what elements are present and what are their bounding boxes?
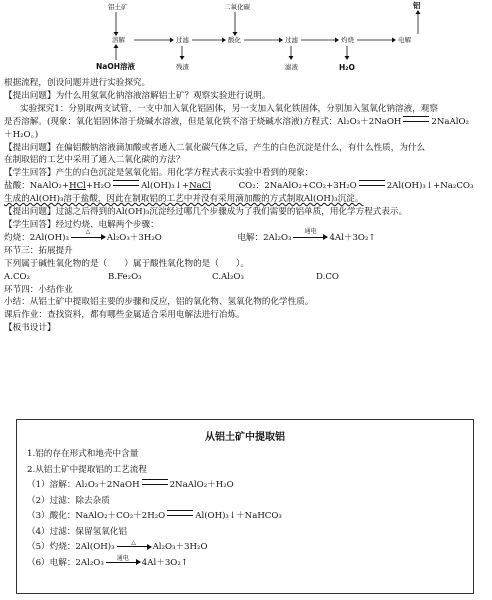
- process-flowchart: [0, 0, 492, 76]
- label-naoh: NaOH溶液: [96, 62, 135, 71]
- board-heading: 【板书设计】: [4, 323, 56, 334]
- calcine-eq-right: Al₂O₃＋3H₂O: [106, 232, 162, 243]
- arrowhead-h2: [222, 38, 226, 43]
- board-electric-condition: 通电: [116, 554, 129, 562]
- heat-arrow: [71, 227, 105, 242]
- electrolyze-eq-right: 4Al＋3O₂↑: [329, 232, 376, 243]
- equals-sign: [142, 479, 168, 485]
- arrowhead-water: [345, 56, 350, 60]
- question-1: 【提出问题】为什么用氢氧化钠溶液溶解铝土矿？观察实验进行说明。: [4, 90, 271, 101]
- arrowhead-aluminum: [416, 10, 421, 14]
- co2-eq-right: 2Al(OH)₃↓+Na₂CO₃: [386, 181, 474, 192]
- board-design-box: [16, 419, 474, 594]
- equals-sign: [403, 116, 429, 122]
- text-line-1: 根据流程，创设问题并进行实验探究。: [4, 78, 151, 88]
- question-2: 【提出问题】在偏铝酸钠溶液滴加酸或者通入二氧化碳气体之后，产生的白色沉淀是什么，有什么性质，为什么: [4, 142, 426, 153]
- board-acidify-right: Al(OH)₃↓＋NaHCO₃: [195, 511, 282, 521]
- oxide-question: 下列属于碱性氧化物的是（ ）属于酸性氧化物的是（ ）。: [4, 258, 249, 269]
- nacl-term: NaCl: [189, 181, 212, 192]
- arrowhead-h3: [279, 38, 283, 43]
- option-d: D.CO: [316, 271, 339, 282]
- board-title: 从铝土矿中提取铝: [205, 432, 285, 443]
- hcl-term: HCl: [69, 181, 86, 192]
- experiment-1-cont: [4, 116, 488, 129]
- equals-sign: [113, 180, 139, 186]
- experiment-1-end: ＋H₂O。): [4, 129, 39, 140]
- equals-sign: [167, 510, 193, 516]
- homework: 课后作业：查找资料，都有哪些金属适合采用电解法进行冶炼。: [4, 310, 245, 321]
- heat-condition: △: [85, 227, 91, 235]
- hcl-eq-product: Al(OH)₃↓+: [141, 181, 190, 192]
- board-dissolve-left: （1）溶解：Al₂O₃＋2NaOH: [27, 480, 140, 490]
- arrowhead-naoh: [114, 44, 119, 48]
- summary: 小结：从铝土矿中提取铝主要的步骤和反应，铝的氧化物、氢氧化物的化学性质。: [4, 297, 314, 308]
- arrowhead-h5: [392, 38, 396, 43]
- option-a: A.CO₂: [4, 271, 31, 282]
- equals-sign: [359, 180, 385, 186]
- step-calcine: 灼烧: [341, 36, 354, 44]
- answer-2: 【学生回答】经过灼烧、电解两个步骤：: [4, 219, 159, 230]
- electrolyze-eq-left: 电解：2Al₂O₃: [237, 232, 292, 243]
- hcl-eq-left: 盐酸：NaAlO₂+: [4, 181, 70, 192]
- label-filtrate: 滤液: [285, 63, 298, 71]
- experiment-1-eq-right: 2NaAlO₂: [431, 116, 469, 127]
- label-bauxite: 铝土矿: [108, 3, 128, 11]
- board-body: [27, 447, 282, 571]
- board-dissolve-right: 2NaAlO₂＋H₂O: [169, 480, 234, 490]
- board-acidify-left: （3）酸化：NaAlO₂＋CO₂＋2H₂O: [27, 511, 166, 521]
- board-electric-arrow: [106, 554, 140, 567]
- label-residue: 残渣: [176, 63, 189, 71]
- explanation-line: 生成的Al(OH)₃溶于盐酸，因此在制取铝的工艺中并没有采用滴加酸的方式制取Al(OH)₃沉淀。: [4, 194, 364, 205]
- experiment-1-eq-left: 是否溶解。(现象：氧化铝固体溶于烧碱水溶液，但是氧化铁不溶于烧碱水溶液)方程式：Al₂O₃＋2NaOH: [4, 116, 402, 127]
- calcine-electrolyze-line: [4, 227, 488, 245]
- arrowhead-residue: [180, 56, 185, 60]
- hcl-eq-water: +H₂O: [85, 181, 112, 192]
- question-3: 【提出问题】过滤之后得到的Al(OH)₃沉淀经过哪几个步骤成为了我们需要的铝单质，用化学方程式表示。: [4, 207, 408, 218]
- board-item-1: 1.铝的存在形式和地壳中含量: [27, 449, 139, 459]
- board-heat-arrow: [117, 541, 151, 551]
- board-electrolyze-left: （6）电解：2Al₂O₃: [27, 557, 104, 568]
- step-filter-2: 过滤: [285, 36, 298, 44]
- board-step-dissolve: [27, 478, 282, 494]
- step-filter-1: 过滤: [176, 36, 189, 44]
- co2-eq-left: CO₂：2NaAlO₂+CO₂+3H₂O: [238, 181, 357, 192]
- label-water: H₂O: [339, 63, 355, 72]
- option-b: B.Fe₂O₃: [108, 271, 142, 282]
- board-calcine-left: （5）灼烧：2Al(OH)₃: [27, 542, 115, 552]
- board-heat-condition: △: [131, 539, 136, 546]
- label-co2: 二氧化碳: [224, 3, 250, 11]
- answer-options: [4, 271, 488, 284]
- arrowhead-filtrate: [289, 56, 294, 60]
- answer-1: 【学生回答】产生的白色沉淀是氢氧化铝。用化学方程式表示实验中看到的现象：: [4, 168, 314, 179]
- board-step-calcine: [27, 540, 282, 556]
- question-2-cont: 在制取铝的工艺中采用了通入二氧化碳的方法？: [4, 155, 185, 166]
- equations-line: [4, 180, 488, 193]
- board-step-filter-2: （4）过滤：保留氢氧化铝: [27, 526, 127, 537]
- board-step-acidify: [27, 509, 282, 525]
- experiment-1: 实验探究1：分别取两支试管，一支中加入氧化铝固体，另一支加入氧化铁固体，分别加入氢氧化钠溶液，观察: [20, 103, 438, 114]
- option-c: C.Al₂O₃: [212, 271, 244, 282]
- board-calcine-right: Al₂O₃＋3H₂O: [152, 542, 208, 552]
- electric-condition: 通电: [304, 227, 317, 235]
- step-electrolyze: 电解: [398, 36, 411, 44]
- calcine-eq-left: 灼烧：2Al(OH)₃: [4, 232, 69, 243]
- electric-arrow: [293, 227, 327, 242]
- arrowhead-h4: [335, 38, 339, 43]
- board-electrolyze-right: 4Al＋3O₂↑: [141, 557, 188, 568]
- lesson-text: [4, 77, 488, 335]
- section-4-title: 环节四：小结作业: [4, 284, 73, 295]
- arrowhead-h1: [170, 38, 174, 43]
- label-aluminum: 铝: [413, 1, 421, 10]
- section-3-title: 环节三：拓展提升: [4, 245, 73, 256]
- board-item-2: 2.从铝土矿中提取铝的工艺流程: [27, 464, 147, 475]
- board-step-electrolyze: [27, 556, 282, 572]
- step-acidify: 酸化: [228, 36, 241, 44]
- step-dissolve: 溶解: [112, 36, 125, 44]
- board-step-filter-1: （2）过滤：除去杂质: [27, 495, 110, 506]
